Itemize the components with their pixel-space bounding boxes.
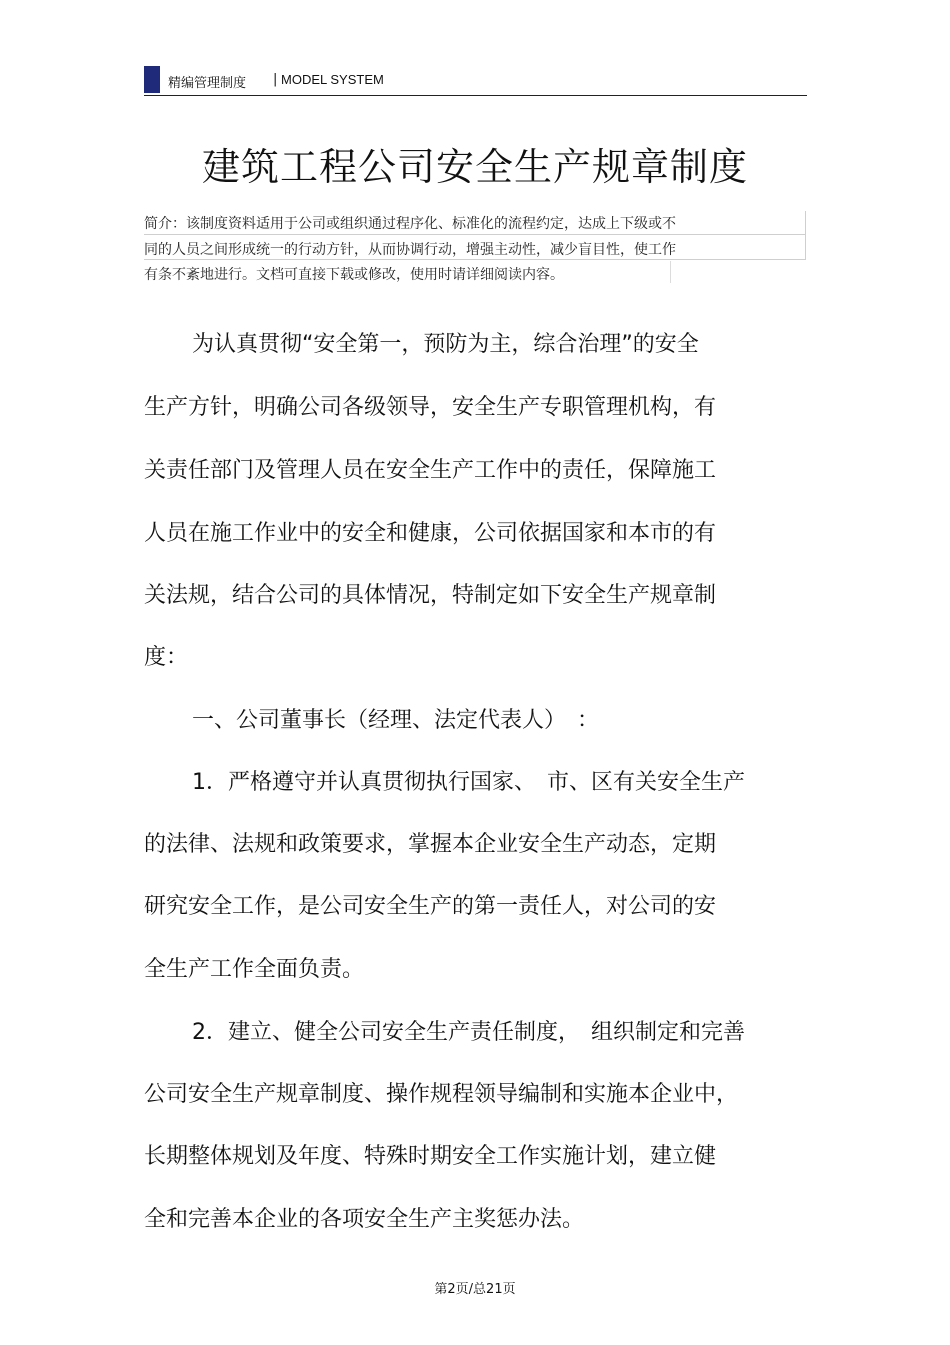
body-paragraph-line: 1．严格遵守并认真贯彻执行国家、 市、区有关安全生产 [192, 770, 745, 795]
intro-box [144, 211, 806, 283]
page-header [144, 66, 807, 96]
body-paragraph-line: 生产方针，明确公司各级领导，安全生产专职管理机构，有 [144, 395, 717, 420]
intro-line: 有条不紊地进行。文档可直接下载或修改，使用时请详细阅读内容。 [144, 267, 564, 283]
body-paragraph-line: 的法律、法规和政策要求，掌握本企业安全生产动态，定期 [144, 832, 717, 857]
body-paragraph-line: 关法规，结合公司的具体情况，特制定如下安全生产规章制 [144, 583, 717, 608]
body-paragraph-line: 度： [144, 645, 189, 670]
section-heading: 一、公司董事长（经理、法定代表人） ： [192, 708, 600, 733]
intro-divider [805, 211, 806, 259]
body-paragraph-line: 关责任部门及管理人员在安全生产工作中的责任，保障施工 [144, 458, 717, 483]
intro-divider [670, 261, 671, 283]
body-paragraph-line: 为认真贯彻“安全第一，预防为主，综合治理”的安全 [192, 332, 699, 357]
body-paragraph-line: 研究安全工作，是公司安全生产的第一责任人，对公司的安 [144, 894, 717, 919]
body-paragraph-line: 长期整体规划及年度、特殊时期安全工作实施计划，建立健 [144, 1144, 717, 1169]
page-number: 第2页/总21页 [434, 1282, 516, 1297]
intro-divider [144, 259, 806, 260]
body-paragraph-line: 公司安全生产规章制度、操作规程领导编制和实施本企业中， [144, 1082, 739, 1107]
body-paragraph-line: 全生产工作全面负责。 [144, 957, 365, 982]
intro-line: 同的人员之间形成统一的行动方针，从而协调行动，增强主动性，减少盲目性，使工作 [144, 242, 676, 258]
intro-line: 简介：该制度资料适用于公司或组织通过程序化、标准化的流程约定，达成上下级或不 [144, 216, 676, 232]
logo-icon [144, 66, 160, 93]
header-brand-en: MODEL SYSTEM [281, 72, 384, 87]
intro-divider [144, 234, 806, 235]
body-paragraph-line: 全和完善本企业的各项安全生产主奖惩办法。 [144, 1207, 585, 1232]
header-separator: | [273, 72, 278, 87]
body-paragraph-line: 2．建立、健全公司安全生产责任制度， 组织制定和完善 [192, 1020, 745, 1045]
header-brand-cn: 精编管理制度 [168, 76, 247, 91]
document-title: 建筑工程公司安全生产规章制度 [201, 145, 748, 189]
body-paragraph-line: 人员在施工作业中的安全和健康，公司依据国家和本市的有 [144, 521, 717, 546]
